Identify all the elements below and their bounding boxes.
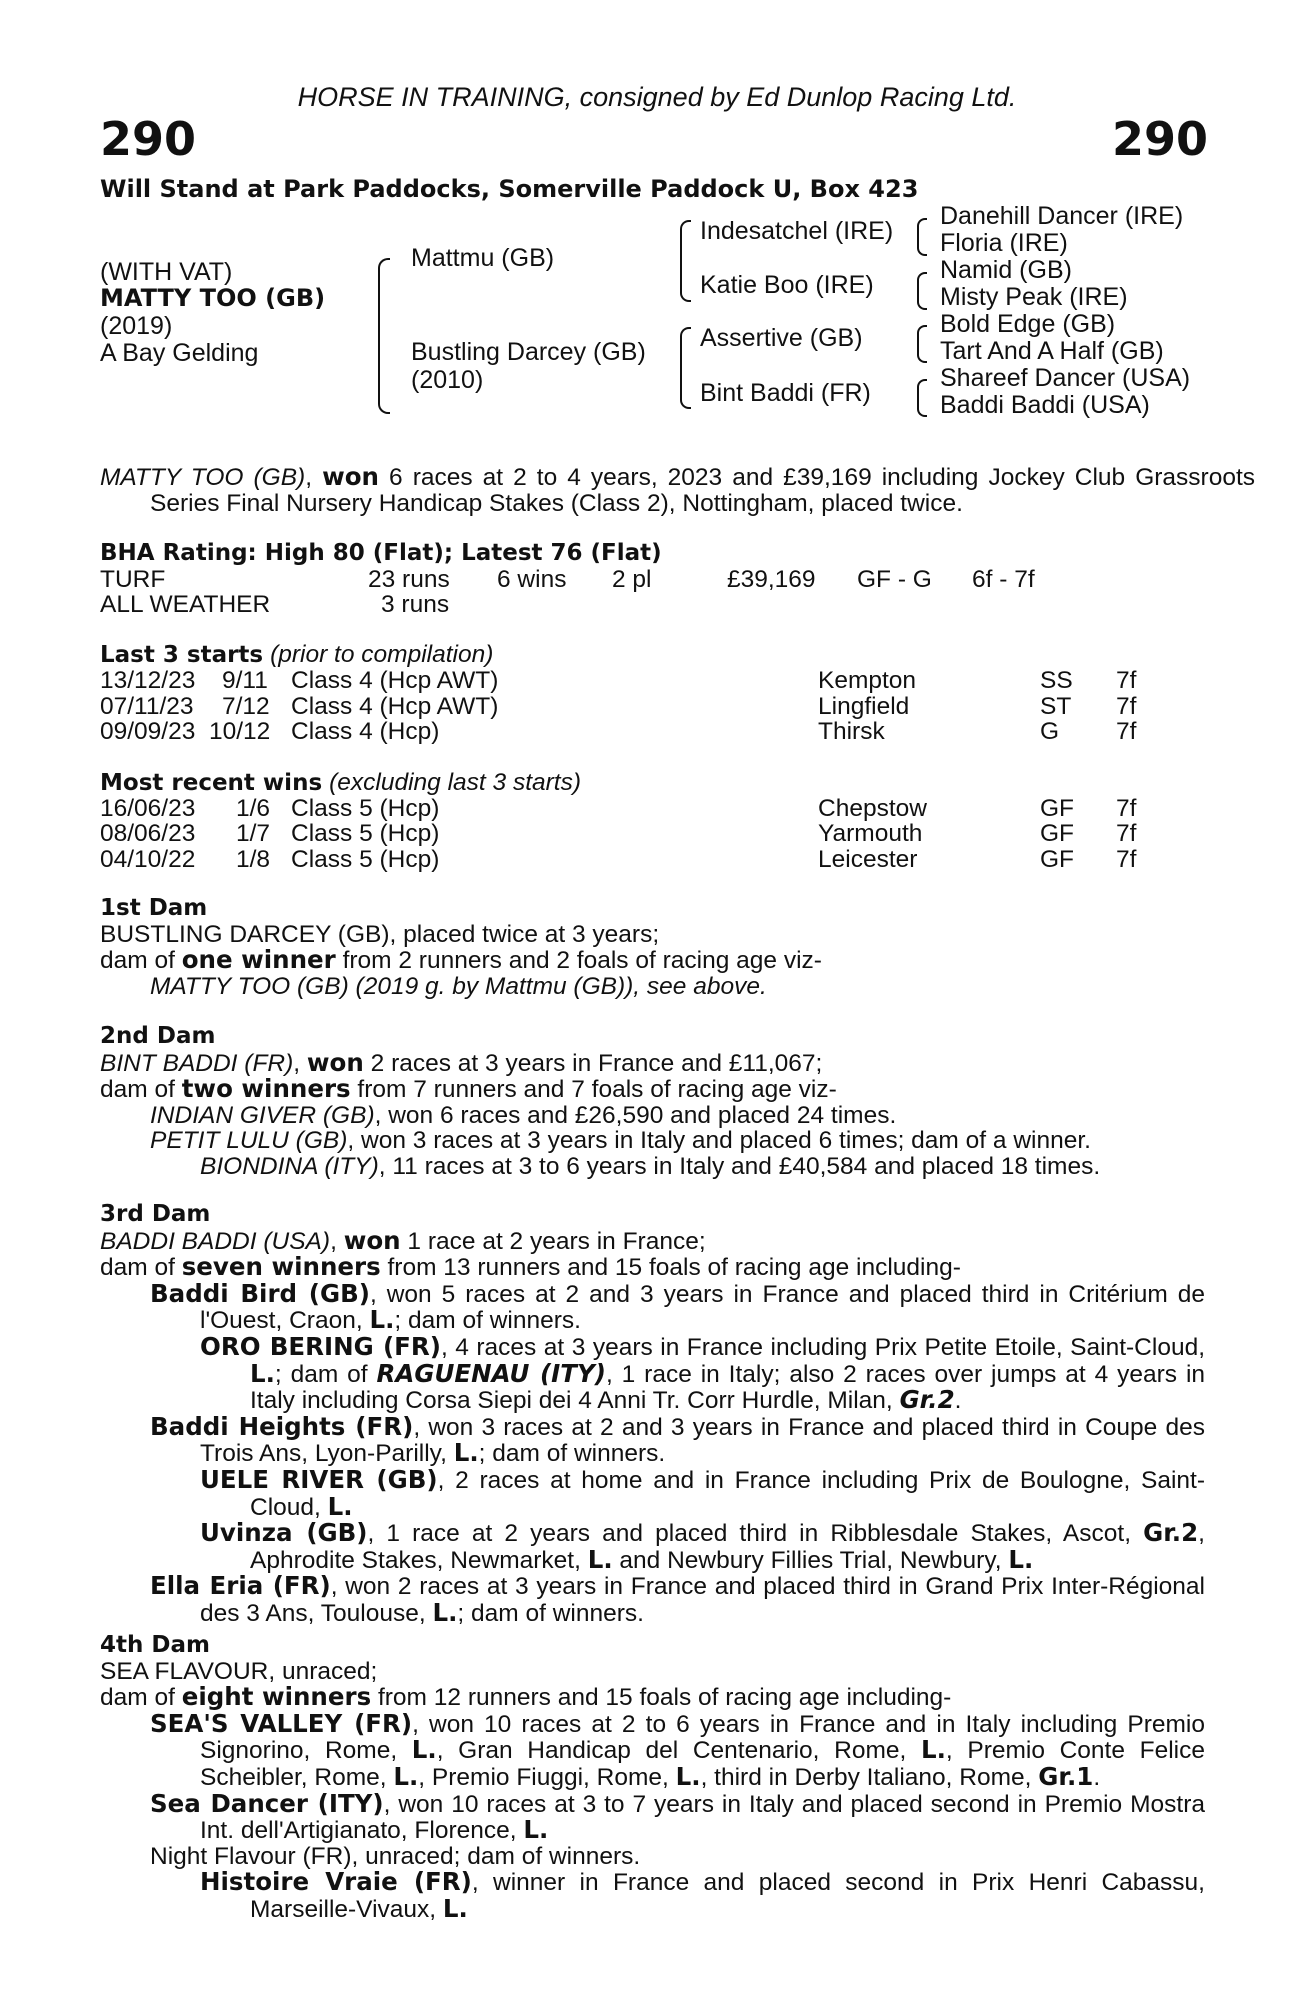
cell-distance: 7f (1116, 693, 1137, 720)
summary-text: 6 races at 2 to 4 years, 2023 and £39,169 including Jockey Club Grassroots Series Final Nursery Handicap Stakes (Class 2), Nottingham, placed twice. (150, 464, 1256, 517)
fourth-dam-heading: 4th Dam (100, 1632, 210, 1658)
turf-going: GF - G (857, 566, 932, 593)
cell-date: 13/12/23 (100, 667, 196, 694)
summary-won: won (322, 462, 379, 491)
text: from 7 runners and 7 foals of racing age viz- (350, 1076, 837, 1104)
first-dam-produce (100, 947, 1205, 974)
text: from 13 runners and 15 foals of racing age including- (380, 1254, 961, 1282)
cell-class: Class 4 (Hcp AWT) (291, 693, 499, 720)
listed-label: L. (369, 1305, 395, 1335)
aw-runs: 3 runs (381, 591, 450, 618)
ds-brace (917, 325, 927, 363)
second-dam-line (100, 1047, 1205, 1077)
cell-distance: 7f (1116, 667, 1137, 694)
consignment-line: HORSE IN TRAINING, consigned by Ed Dunlop Racing Ltd. (297, 82, 1017, 112)
cell-course: Kempton (818, 667, 917, 694)
cell-date: 04/10/22 (100, 846, 196, 873)
horse-name: Sea Dancer (ITY) (150, 1788, 384, 1818)
third-dam-line (100, 1225, 1205, 1255)
horse-name: Baddi Bird (GB) (150, 1278, 370, 1308)
listed-label: L. (411, 1735, 437, 1765)
turf-label: TURF (100, 566, 166, 593)
cell-position: 9/11 (222, 667, 268, 694)
text: , 4 races at 3 years in France including Prix Petite Etoile, Saint-Cloud, (440, 1333, 1205, 1361)
dam-brace (680, 327, 691, 409)
horse-name: PETIT LULU (GB) (150, 1127, 348, 1155)
produce-item (100, 1464, 1205, 1521)
vat-label: (WITH VAT) (100, 258, 233, 286)
text: , (293, 1049, 307, 1077)
text: , won 6 races and £26,590 and placed 24 times. (374, 1101, 897, 1129)
winner-count: one winner (181, 945, 336, 975)
cell-class: Class 5 (Hcp) (291, 795, 440, 822)
wins-heading (100, 770, 581, 796)
first-dam-foal: MATTY TOO (GB) (2019 g. by Mattmu (GB)), see above. (150, 972, 767, 1000)
produce-item (100, 1128, 1205, 1154)
dss: Bold Edge (GB) (940, 310, 1116, 338)
text: from 2 runners and 2 foals of racing age viz- (335, 947, 822, 975)
cell-distance: 7f (1116, 820, 1137, 847)
dam-name: BADDI BADDI (USA) (100, 1227, 331, 1255)
horse-name: SEA'S VALLEY (FR) (150, 1708, 413, 1738)
text: and Newbury Fillies Trial, Newbury, (612, 1546, 1009, 1574)
cell-class: Class 4 (Hcp AWT) (291, 667, 499, 694)
second-dam-produce (100, 1076, 1205, 1103)
stand-location: Will Stand at Park Paddocks, Somerville Paddock U, Box 423 (100, 175, 919, 203)
second-dam-section (100, 1024, 1205, 1180)
cell-course: Lingfield (818, 693, 910, 720)
cell-date: 08/06/23 (100, 820, 196, 847)
race-summary: MATTY TOO (GB), won 6 races at 2 to 4 years, 2023 and £39,169 including Jockey Club Grassroots Series Final Nursery Handicap Stakes (Class 2), Nottingham, placed twice. (100, 462, 1256, 517)
text: , 2 races at home and in France including Prix de Boulogne, Saint-Cloud, (250, 1466, 1205, 1521)
turf-runs: 23 runs (368, 566, 450, 593)
winner-count: seven winners (181, 1252, 381, 1282)
dam-sire: Assertive (GB) (700, 324, 863, 352)
text: , (330, 1227, 344, 1255)
text: dam of (100, 1076, 182, 1104)
text: , won 10 races at 2 to 6 years in France and in Italy including Premio Signorino, Rome, (200, 1710, 1205, 1765)
text: 2 races at 3 years in France and £11,067; (363, 1049, 823, 1077)
group-label: Gr.1 (1038, 1761, 1094, 1791)
last3-heading (100, 642, 493, 668)
cell-course: Leicester (818, 846, 918, 873)
produce-item (100, 1103, 1205, 1129)
cell-position: 7/12 (222, 693, 270, 720)
sire-dam: Katie Boo (IRE) (700, 271, 874, 299)
text: , Gran Handicap del Centenario, Rome, (436, 1737, 921, 1765)
text: , Premio Conte Felice Scheibler, Rome, (200, 1737, 1205, 1791)
cell-course: Yarmouth (818, 820, 923, 847)
horse-name: INDIAN GIVER (GB) (150, 1101, 375, 1129)
cell-course: Chepstow (818, 795, 927, 822)
text: , won 10 races at 3 to 7 years in Italy and placed second in Premio Mostra Int. dell'Artigianato, Florence, (200, 1790, 1205, 1845)
text: ; dam of winners. (394, 1307, 581, 1335)
text: , won 5 races at 2 and 3 years in France and placed third in Critérium de l'Ouest, Craon, (200, 1280, 1205, 1335)
ss-brace (917, 218, 927, 256)
text: , 1 race in Italy; also 2 races over jumps at 4 years in Italy including Corsa Siepi dei 4 Anni Tr. Corr Hurdle, Milan, (250, 1360, 1206, 1415)
horse-description: A Bay Gelding (100, 339, 259, 367)
sire-brace (680, 220, 691, 302)
text: ; dam of winners. (478, 1440, 666, 1468)
cell-date: 16/06/23 (100, 795, 196, 822)
fourth-dam-produce (100, 1684, 1205, 1711)
cell-date: 07/11/23 (100, 693, 194, 720)
turf-earnings: £39,169 (727, 566, 816, 593)
cell-distance: 7f (1116, 846, 1137, 873)
text: , 11 races at 3 to 6 years in Italy and £40,584 and placed 18 times. (378, 1152, 1101, 1180)
dam: Bustling Darcey (GB) (411, 338, 646, 366)
sire-sire: Indesatchel (IRE) (700, 217, 894, 245)
listed-label: L. (675, 1761, 701, 1791)
horse-name: Ella Eria (FR) (150, 1571, 331, 1601)
listed-label: L. (920, 1735, 946, 1765)
lot-number-left: 290 (100, 112, 197, 166)
first-dam-line: BUSTLING DARCEY (GB), placed twice at 3 years; (100, 920, 660, 948)
sd-brace (917, 272, 927, 310)
listed-label: L. (327, 1491, 353, 1521)
sire: Mattmu (GB) (411, 244, 555, 272)
cell-date: 09/09/23 (100, 718, 196, 745)
cell-going: GF (1040, 820, 1075, 847)
produce-item (100, 1278, 1205, 1335)
listed-label: L. (1008, 1544, 1034, 1574)
dsd: Tart And A Half (GB) (940, 337, 1164, 365)
turf-placed: 2 pl (612, 566, 652, 593)
cell-going: SS (1040, 667, 1073, 694)
sds: Namid (GB) (940, 256, 1072, 284)
dam-year: (2010) (411, 366, 484, 394)
won-label: won (343, 1225, 401, 1255)
horse-name: MATTY TOO (GB) (100, 284, 326, 312)
cell-going: G (1040, 718, 1060, 745)
ssd: Floria (IRE) (940, 229, 1068, 257)
third-dam-produce (100, 1254, 1205, 1281)
listed-label: L. (587, 1544, 613, 1574)
horse-name: Uvinza (GB) (200, 1518, 368, 1548)
horse-year: (2019) (100, 312, 173, 340)
produce-item (100, 1573, 1205, 1626)
summary-horse-name: MATTY TOO (GB) (100, 464, 306, 491)
cell-class: Class 5 (Hcp) (291, 820, 440, 847)
text: , won 3 races at 3 years in Italy and placed 6 times; dam of a winner. (347, 1127, 1091, 1155)
winner-count: two winners (181, 1074, 351, 1104)
third-dam-heading: 3rd Dam (100, 1201, 211, 1227)
text: , won 2 races at 3 years in France and placed third in Grand Prix Inter-Régional des 3 Ans, Toulouse, (200, 1573, 1205, 1627)
dd-brace (917, 379, 927, 417)
dds: Shareef Dancer (USA) (940, 364, 1191, 392)
dam-dam: Bint Baddi (FR) (700, 379, 871, 407)
fourth-dam-section (100, 1633, 1205, 1923)
cell-position: 1/8 (236, 846, 271, 873)
text: . (954, 1387, 962, 1415)
first-dam-heading: 1st Dam (100, 895, 208, 921)
text: , Premio Fiuggi, Rome, (418, 1763, 676, 1791)
cell-distance: 7f (1116, 795, 1137, 822)
winner-count: eight winners (181, 1682, 372, 1712)
ddd: Baddi Baddi (USA) (940, 391, 1150, 419)
aw-label: ALL WEATHER (100, 591, 271, 618)
cell-class: Class 5 (Hcp) (291, 846, 440, 873)
sss: Danehill Dancer (IRE) (940, 202, 1184, 230)
text: , third in Derby Italiano, Rome, (700, 1763, 1039, 1791)
text: ; dam of winners. (457, 1599, 644, 1627)
text: , won 3 races at 2 and 3 years in France and placed third in Coupe des Trois Ans, Lyon-Parilly, (200, 1413, 1205, 1468)
cell-going: ST (1040, 693, 1072, 720)
sdd: Misty Peak (IRE) (940, 283, 1128, 311)
listed-label: L. (523, 1815, 549, 1845)
text: dam of (100, 1254, 182, 1282)
group-label: Gr.2 (1143, 1518, 1199, 1548)
text: dam of (100, 947, 182, 975)
horse-name: UELE RIVER (GB) (200, 1464, 438, 1494)
horse-name: Baddi Heights (FR) (150, 1411, 414, 1441)
text: from 12 runners and 15 foals of racing age including- (371, 1684, 952, 1712)
text: , Aphrodite Stakes, Newmarket, (250, 1520, 1205, 1574)
wins-title: Most recent wins (100, 770, 323, 796)
listed-label: L. (442, 1893, 468, 1923)
pedigree-brace (378, 258, 390, 414)
text: , 1 race at 2 years and placed third in Ribblesdale Stakes, Ascot, (367, 1520, 1144, 1548)
third-dam-section (100, 1202, 1205, 1627)
produce-item (100, 1411, 1205, 1468)
listed-label: L. (393, 1761, 419, 1791)
lot-number-right: 290 (1111, 112, 1208, 166)
first-dam-section (100, 896, 1205, 999)
group-label: Gr.2 (899, 1385, 955, 1415)
horse-name: RAGUENAU (ITY) (376, 1358, 606, 1388)
cell-class: Class 4 (Hcp) (291, 718, 440, 745)
produce-item (100, 1154, 1205, 1180)
horse-name: BIONDINA (ITY) (200, 1152, 379, 1180)
last3-note: (prior to compilation) (270, 641, 494, 668)
cell-position: 1/6 (236, 795, 271, 822)
fourth-dam-line: SEA FLAVOUR, unraced; (100, 1657, 378, 1685)
cell-going: GF (1040, 795, 1075, 822)
produce-item (100, 1520, 1205, 1573)
last3-title: Last 3 starts (100, 642, 264, 668)
listed-label: L. (453, 1438, 479, 1468)
produce-item (100, 1331, 1206, 1415)
text: 1 race at 2 years in France; (400, 1227, 706, 1255)
produce-item: Night Flavour (FR), unraced; dam of winners. (150, 1842, 641, 1870)
produce-item (100, 1788, 1205, 1845)
listed-label: L. (250, 1358, 275, 1388)
produce-item (100, 1708, 1205, 1791)
cell-going: GF (1040, 846, 1075, 873)
bha-rating: BHA Rating: High 80 (Flat); Latest 76 (Flat) (100, 540, 662, 566)
won-label: won (306, 1047, 364, 1077)
listed-label: L. (432, 1597, 458, 1627)
text: . (1093, 1763, 1101, 1791)
dam-name: BINT BADDI (FR) (100, 1049, 294, 1077)
wins-note: (excluding last 3 starts) (329, 769, 581, 796)
turf-distance: 6f - 7f (972, 566, 1035, 593)
horse-name: Histoire Vraie (FR) (200, 1867, 472, 1897)
horse-name: ORO BERING (FR) (200, 1331, 441, 1361)
produce-item (100, 1869, 1205, 1922)
second-dam-heading: 2nd Dam (100, 1023, 216, 1049)
turf-wins: 6 wins (497, 566, 567, 593)
text: , winner in France and placed second in Prix Henri Cabassu, Marseille-Vivaux, (250, 1869, 1205, 1923)
text: dam of (100, 1684, 182, 1712)
cell-position: 10/12 (209, 718, 271, 745)
text: ; dam of (274, 1360, 377, 1388)
cell-position: 1/7 (236, 820, 271, 847)
cell-distance: 7f (1116, 718, 1137, 745)
cell-course: Thirsk (818, 718, 885, 745)
